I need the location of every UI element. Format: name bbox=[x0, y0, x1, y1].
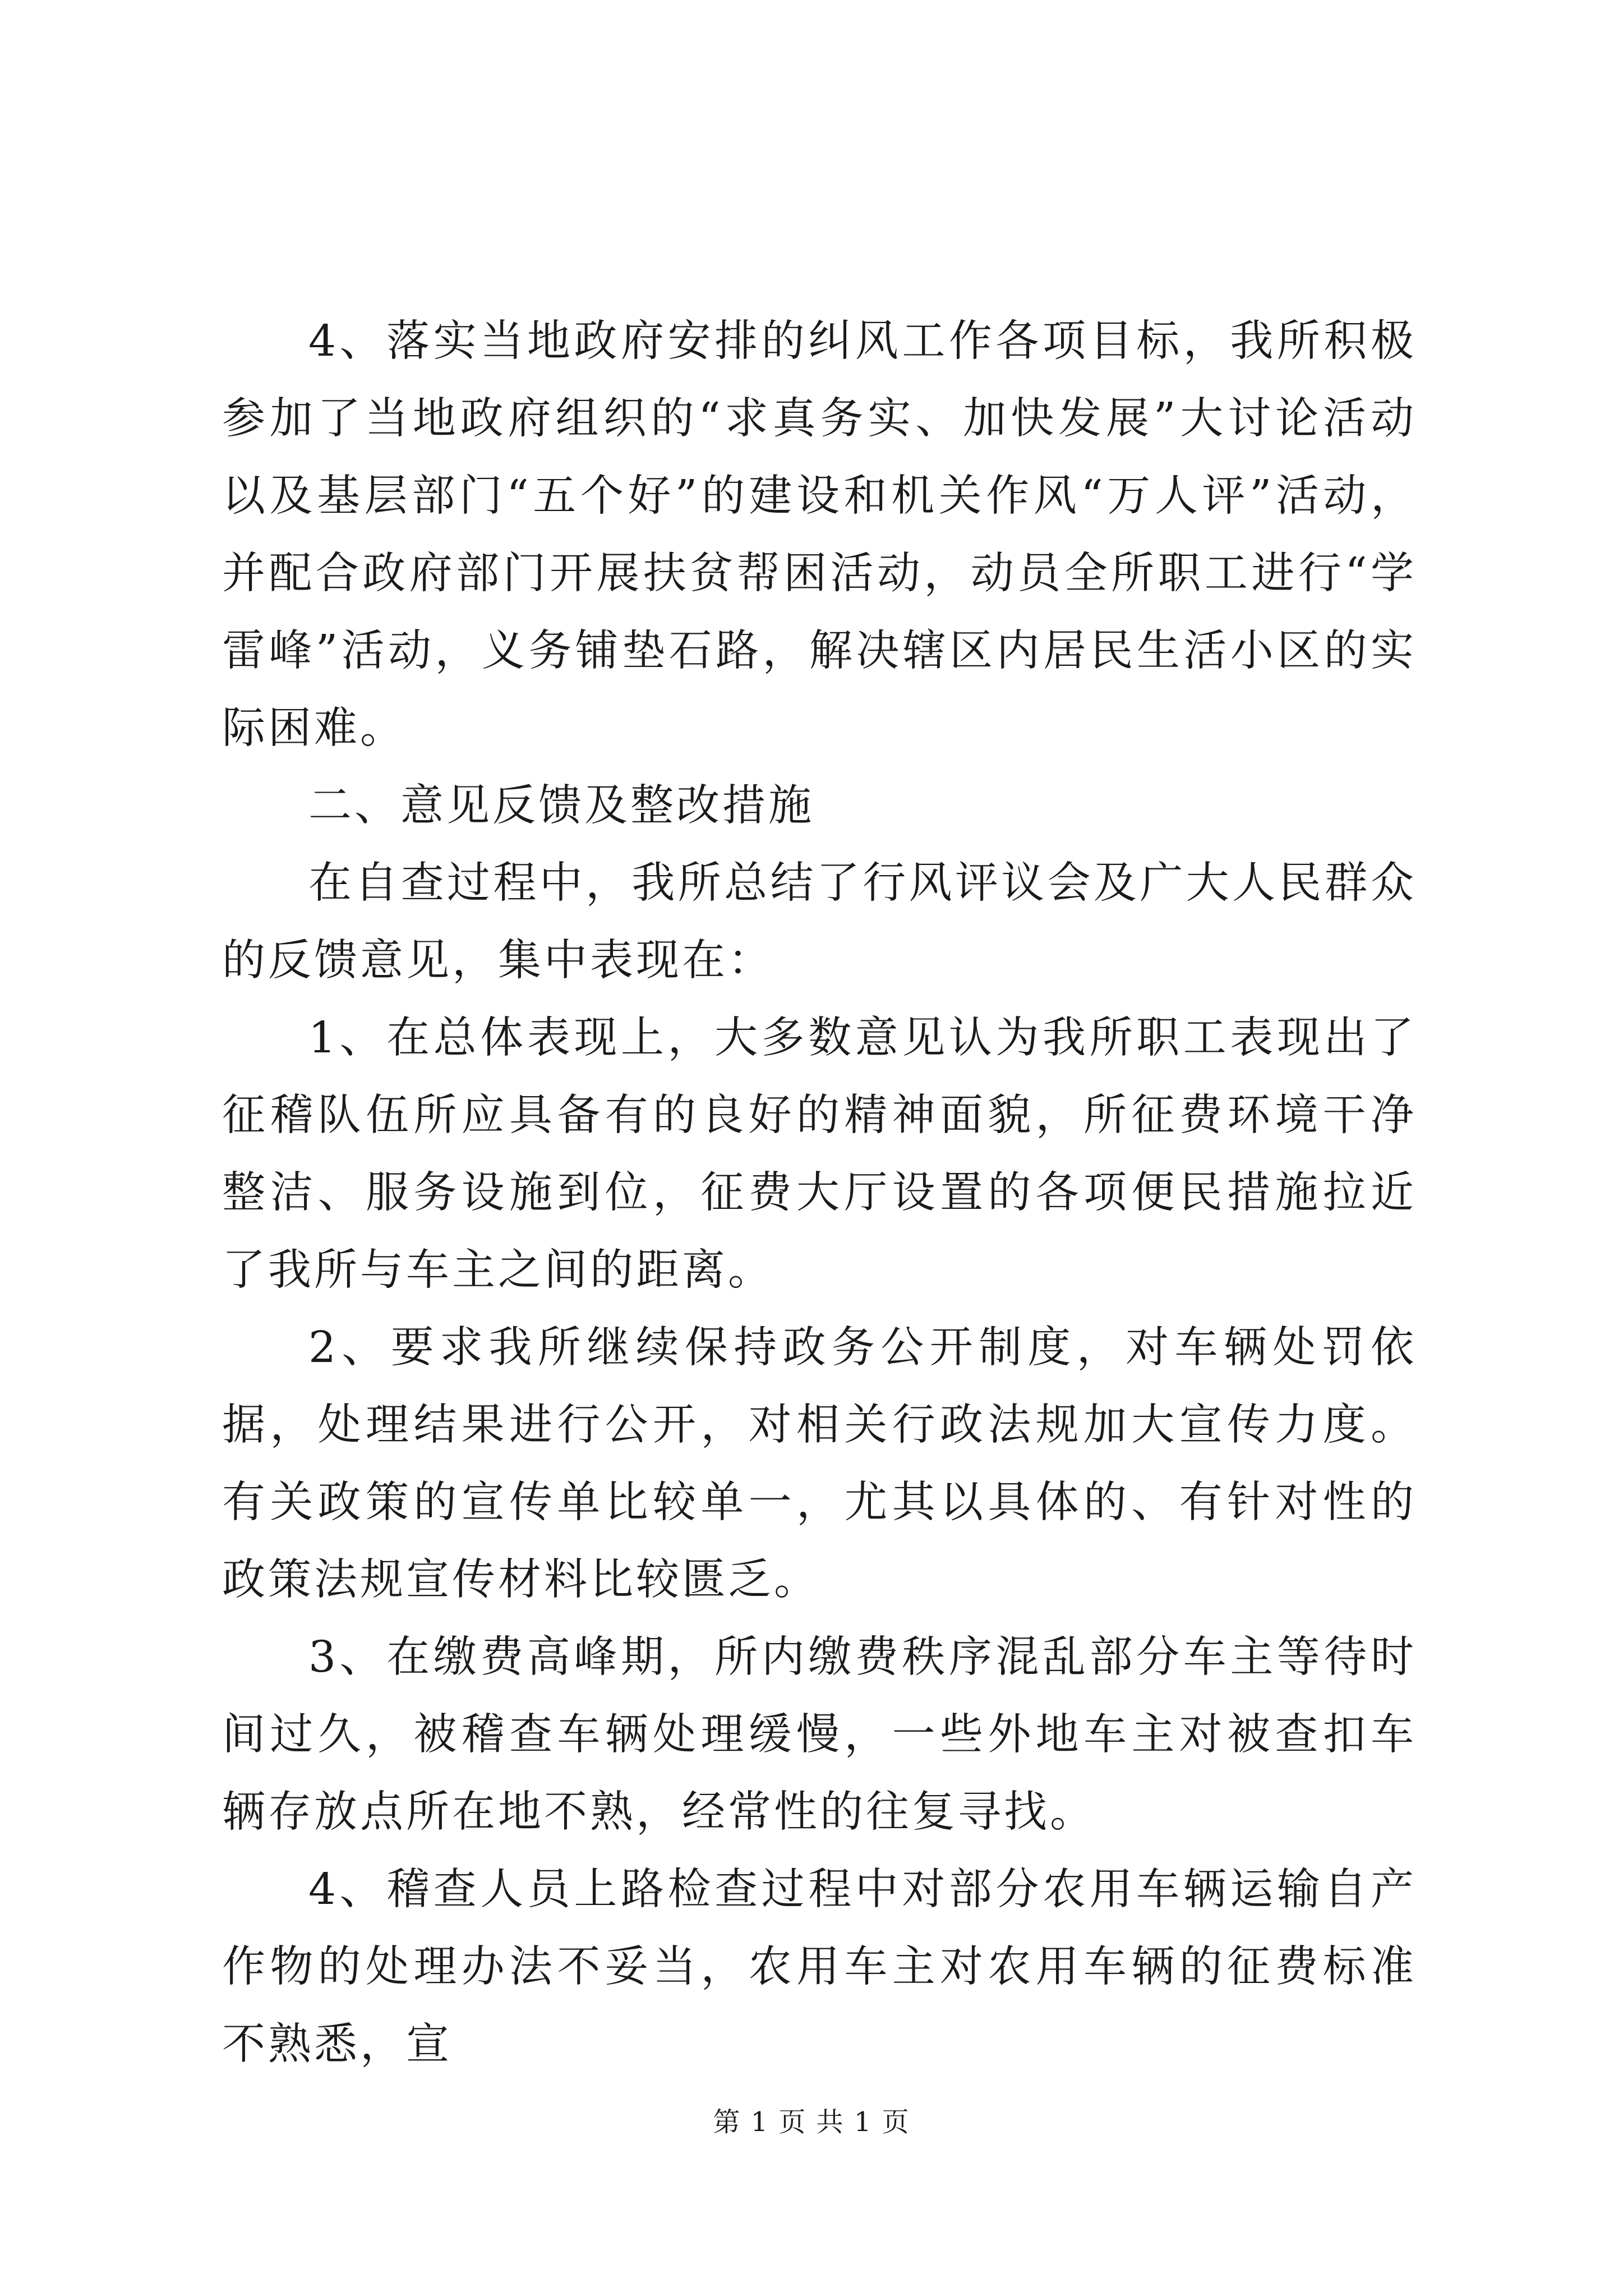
section-heading-feedback: 二、意见反馈及整改措施 bbox=[308, 781, 814, 831]
document-body bbox=[222, 303, 1417, 2083]
paragraph-feedback-4: 4、稽查人员上路检查过程中对部分农用车辆运输自产作物的处理办法不妥当，农用车主对农用车辆的征费标准不熟悉，宣 bbox=[222, 1865, 1417, 2069]
paragraph-item-4-rectification: 4、落实当地政府安排的纠风工作各项目标，我所积极参加了当地政府组织的“求真务实、加快发展”大讨论活动以及基层部门“五个好”的建设和机关作风“万人评”活动，并配合政府部门开展扶贫帮困活动，动员全所职工进行“学雷峰”活动，义务铺垫石路，解决辖区内居民生活小区的实际困难。 bbox=[222, 316, 1417, 753]
paragraph-feedback-2: 2、要求我所继续保持政务公开制度，对车辆处罚依据，处理结果进行公开，对相关行政法规加大宣传力度。有关政策的宣传单比较单一，尤其以具体的、有针对性的政策法规宣传材料比较匮乏。 bbox=[222, 1323, 1417, 1605]
page-footer: 第 1 页 共 1 页 bbox=[713, 2106, 910, 2138]
paragraph-feedback-3: 3、在缴费高峰期，所内缴费秩序混乱部分车主等待时间过久，被稽查车辆处理缓慢，一些外地车主对被查扣车辆存放点所在地不熟，经常性的往复寻找。 bbox=[222, 1632, 1417, 1837]
paragraph-self-check-intro: 在自查过程中，我所总结了行风评议会及广大人民群众的反馈意见，集中表现在： bbox=[222, 858, 1417, 986]
paragraph-feedback-1: 1、在总体表现上，大多数意见认为我所职工表现出了征稽队伍所应具备有的良好的精神面貌，所征费环境干净整洁、服务设施到位，征费大厅设置的各项便民措施拉近了我所与车主之间的距离。 bbox=[222, 1013, 1417, 1295]
